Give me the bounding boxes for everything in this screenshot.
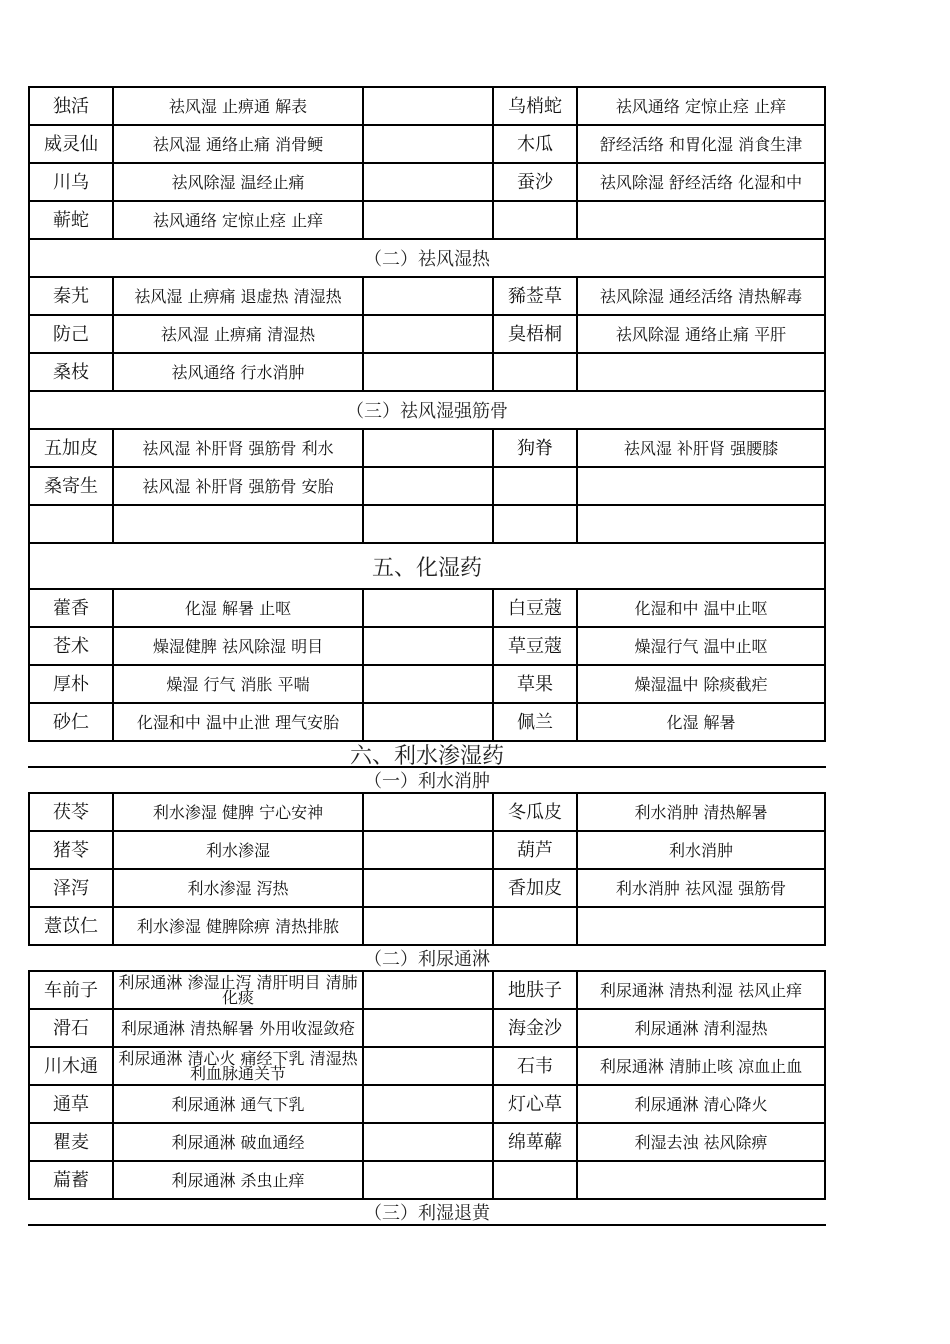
herb-name-cell: 滑石 [53,1017,89,1039]
blank-cell [362,1010,492,1046]
herb-name-cell: 绵萆薢 [492,1124,576,1160]
table-row [28,1008,826,1046]
blank-cell [362,506,492,542]
herb-effect-cell [576,468,824,504]
table-row [28,352,826,390]
herb-effect-cell: 利水渗湿 泻热 [112,870,362,906]
herb-name-cell [492,468,576,504]
table-row [28,200,826,238]
heading-text: （三）利湿退黄 [364,1203,490,1224]
herb-effect-cell [576,506,824,542]
herb-effect-cell: 祛风除湿 温经止痛 [112,164,362,200]
subsection-heading [28,766,826,792]
herb-name-cell: 石韦 [492,1048,576,1084]
table-row [28,588,826,626]
herb-name-cell: 狗脊 [492,430,576,466]
herb-effect-cell: 利水渗湿 健脾 宁心安神 [112,794,362,830]
herb-effect-cell: 燥湿温中 除痰截疟 [576,666,824,702]
herb-name-cell: 葫芦 [492,832,576,868]
table-row [28,830,826,868]
table-row [28,1046,826,1084]
herb-name-cell: 草果 [492,666,576,702]
blank-cell [362,430,492,466]
table-row [28,1160,826,1198]
herb-effect-cell: 祛风湿 止痹通 解表 [112,88,362,124]
herb-name-cell: 五加皮 [44,437,98,459]
herb-effect-cell [576,354,824,390]
herb-name-cell [30,506,112,542]
herb-effect-cell: 祛风除湿 通络止痛 平肝 [576,316,824,352]
herb-name-cell [492,354,576,390]
herb-name-cell: 藿香 [53,597,89,619]
blank-cell [362,794,492,830]
table-row [28,314,826,352]
herb-effect-cell: 祛风湿 补肝肾 强筋骨 安胎 [112,468,362,504]
herb-name-cell [492,1162,576,1198]
table-row [28,124,826,162]
herb-effect-cell: 利水渗湿 健脾除痹 清热排脓 [112,908,362,944]
herb-effect-cell [576,202,824,238]
herb-effect-cell: 利尿通淋 杀虫止痒 [112,1162,362,1198]
herb-effect-cell: 利水渗湿 [112,832,362,868]
herb-name-cell: 秦艽 [53,285,89,307]
herb-effect-cell: 利水消肿 清热解暑 [576,794,824,830]
table-row [28,1122,826,1160]
table-row [28,504,826,542]
herb-name-cell: 泽泻 [53,877,89,899]
herb-name-cell: 川乌 [53,171,89,193]
subsection-heading [28,390,826,428]
herb-name-cell: 威灵仙 [44,133,98,155]
herb-table [28,86,826,1226]
herb-name-cell: 车前子 [44,979,98,1001]
table-row [28,626,826,664]
herb-effect-cell: 化湿 解暑 [576,704,824,740]
herb-name-cell: 桑枝 [53,361,89,383]
herb-name-cell: 猪苓 [53,839,89,861]
blank-cell [362,1124,492,1160]
blank-cell [362,628,492,664]
herb-name-cell: 防己 [53,323,89,345]
blank-cell [362,354,492,390]
herb-name-cell: 乌梢蛇 [492,88,576,124]
section-heading [28,542,826,588]
herb-effect-cell: 祛风湿 通络止痛 消骨鲠 [112,126,362,162]
herb-effect-cell: 祛风除湿 舒经活络 化湿和中 [576,164,824,200]
herb-effect-cell: 利水消肿 祛风湿 强筋骨 [576,870,824,906]
table-row [28,970,826,1008]
herb-name-cell: 香加皮 [492,870,576,906]
table-row [28,162,826,200]
herb-name-cell: 蚕沙 [492,164,576,200]
herb-name-cell: 薏苡仁 [44,915,98,937]
table-row [28,702,826,740]
blank-cell [362,832,492,868]
blank-cell [362,666,492,702]
herb-name-cell [492,506,576,542]
table-row [28,86,826,124]
blank-cell [362,316,492,352]
table-row [28,664,826,702]
herb-effect-cell: 舒经活络 和胃化湿 消食生津 [576,126,824,162]
herb-name-cell: 茯苓 [53,801,89,823]
blank-cell [362,164,492,200]
herb-effect-cell: 利尿通淋 清利湿热 [576,1010,824,1046]
herb-name-cell: 独活 [53,95,89,117]
herb-effect-cell [112,506,362,542]
subsection-heading [28,944,826,970]
herb-name-cell: 砂仁 [53,711,89,733]
herb-effect-cell: 利尿通淋 通气下乳 [112,1086,362,1122]
herb-effect-cell: 利湿去浊 祛风除痹 [576,1124,824,1160]
herb-name-cell: 海金沙 [492,1010,576,1046]
herb-name-cell: 苍术 [53,635,89,657]
herb-name-cell: 白豆蔻 [492,590,576,626]
herb-name-cell [492,908,576,944]
herb-name-cell [492,202,576,238]
herb-name-cell: 佩兰 [492,704,576,740]
blank-cell [362,202,492,238]
table-row [28,276,826,314]
herb-effect-cell: 化湿 解暑 止呕 [112,590,362,626]
herb-effect-cell: 祛风通络 定惊止痉 止痒 [576,88,824,124]
heading-text: 五、化湿药 [371,555,482,581]
heading-text: （二）祛风湿热 [364,249,490,270]
herb-name-cell: 桑寄生 [44,475,98,497]
table-row [28,466,826,504]
herb-name-cell: 地肤子 [492,972,576,1008]
herb-name-cell: 瞿麦 [53,1131,89,1153]
herb-effect-cell: 祛风通络 行水消肿 [112,354,362,390]
herb-name-cell: 草豆蔻 [492,628,576,664]
herb-name-cell: 通草 [53,1093,89,1115]
herb-name-cell: 灯心草 [492,1086,576,1122]
blank-cell [362,870,492,906]
subsection-heading [28,1198,826,1224]
heading-text: （三）祛风湿强筋骨 [346,401,508,422]
herb-effect-cell: 利尿通淋 清热利湿 祛风止痒 [576,972,824,1008]
herb-effect-cell: 利尿通淋 清心降火 [576,1086,824,1122]
blank-cell [362,1086,492,1122]
herb-name-cell: 冬瓜皮 [492,794,576,830]
herb-effect-cell: 祛风湿 补肝肾 强腰膝 [576,430,824,466]
herb-effect-cell: 燥湿 行气 消胀 平喘 [112,666,362,702]
subsection-heading [28,238,826,276]
herb-effect-cell: 利尿通淋 清肺止咳 凉血止血 [576,1048,824,1084]
heading-text: 六、利水渗湿药 [349,743,504,769]
herb-effect-cell: 利尿通淋 渗湿止泻 清肝明目 清肺化痰 [112,972,362,1008]
herb-effect-cell: 祛风湿 补肝肾 强筋骨 利水 [112,430,362,466]
herb-name-cell: 萹蓄 [53,1169,89,1191]
table-row [28,428,826,466]
herb-effect-cell: 利尿通淋 清心火 痛经下乳 清湿热 利血脉通关节 [112,1048,362,1084]
herb-name-cell: 厚朴 [53,673,89,695]
herb-effect-cell [576,1162,824,1198]
heading-text: （二）利尿通淋 [364,949,490,970]
herb-effect-cell: 化湿和中 温中止泄 理气安胎 [112,704,362,740]
herb-effect-cell [576,908,824,944]
table-row [28,792,826,830]
herb-name-cell: 川木通 [44,1055,98,1077]
table-row [28,868,826,906]
herb-name-cell: 豨莶草 [492,278,576,314]
blank-cell [362,278,492,314]
blank-cell [362,468,492,504]
blank-cell [362,88,492,124]
herb-effect-cell: 祛风除湿 通经活络 清热解毒 [576,278,824,314]
herb-effect-cell: 祛风湿 止痹痛 清湿热 [112,316,362,352]
blank-cell [362,1048,492,1084]
herb-name-cell: 蕲蛇 [53,209,89,231]
herb-effect-cell: 燥湿行气 温中止呕 [576,628,824,664]
herb-name-cell: 臭梧桐 [492,316,576,352]
herb-effect-cell: 利尿通淋 清热解暑 外用收湿敛疮 [112,1010,362,1046]
herb-effect-cell: 祛风湿 止痹痛 退虚热 清湿热 [112,278,362,314]
herb-name-cell: 木瓜 [492,126,576,162]
herb-effect-cell: 利尿通淋 破血通经 [112,1124,362,1160]
herb-effect-cell: 燥湿健脾 祛风除湿 明目 [112,628,362,664]
herb-effect-cell: 化湿和中 温中止呕 [576,590,824,626]
herb-effect-cell: 利水消肿 [576,832,824,868]
heading-text: （一）利水消肿 [364,771,490,792]
blank-cell [362,908,492,944]
blank-cell [362,704,492,740]
herb-effect-cell: 祛风通络 定惊止痉 止痒 [112,202,362,238]
blank-cell [362,590,492,626]
blank-cell [362,1162,492,1198]
table-row [28,1084,826,1122]
section-heading [28,740,826,769]
blank-cell [362,972,492,1008]
blank-cell [362,126,492,162]
table-row [28,906,826,944]
